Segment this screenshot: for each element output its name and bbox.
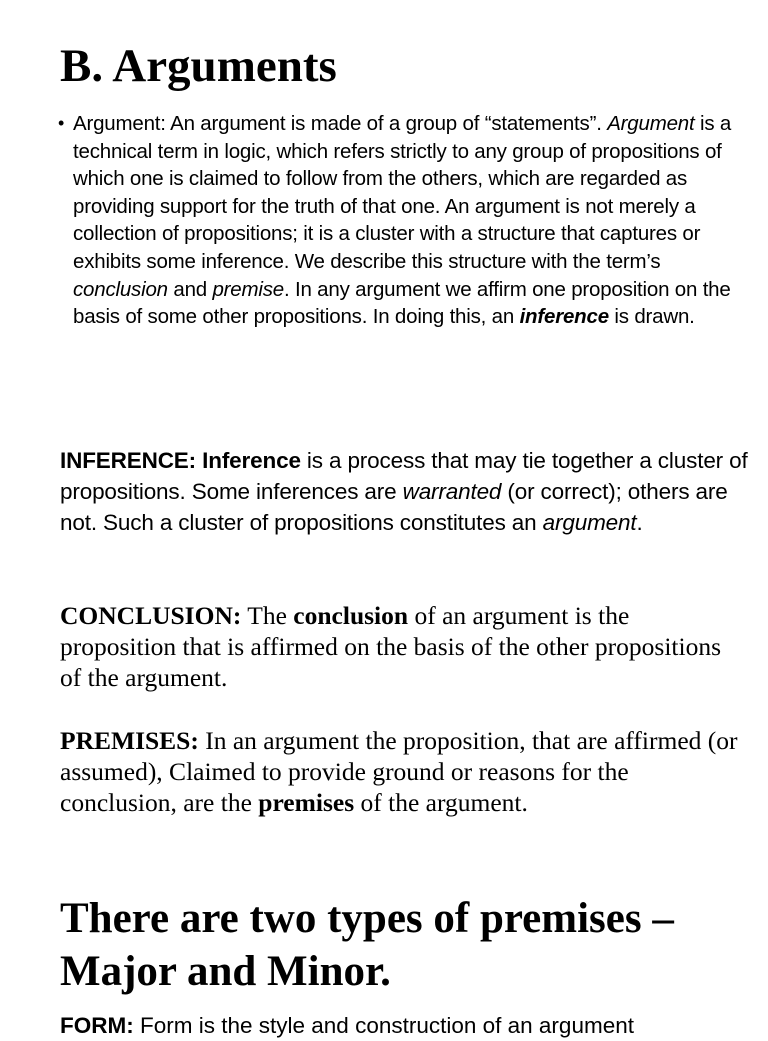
argument-text-1: is a technical term in logic, which refers strictly to any group of propositions of which one is claimed to follow from the others, which are regarded as providing support for the truth of that one. An argument is not merely a collection of propositions; it is a cluster with a structure that captures or exhibits some inference. We describe this structure with the term’s (73, 112, 732, 273)
premises-term: premises (258, 788, 355, 817)
term-argument: Argument (607, 112, 695, 135)
page-title: B. Arguments (60, 40, 337, 92)
argument-text-4: is drawn. (608, 305, 695, 329)
bullet-dot-icon: • (58, 113, 65, 133)
conclusion-definition (60, 600, 740, 693)
inference-text-3: . (636, 510, 643, 535)
inference-text-1: is a process that may tie together a cluster of propositions. Some inferences are (60, 448, 748, 504)
inference-text-2: (or correct); others are not. Such a cluster of propositions constitutes an (60, 479, 728, 535)
term-premise: premise (212, 277, 284, 301)
premises-definition (60, 725, 740, 818)
inference-label: INFERENCE: (60, 448, 197, 473)
term-argument-2: argument (542, 510, 637, 535)
argument-definition (73, 110, 738, 331)
conclusion-text-2: of an argument is the proposition that is affirmed on the basis of the other propositions of the argument. (60, 601, 722, 692)
argument-lead: Argument: An argument is made of a group of “statements”. (73, 112, 608, 135)
form-label: FORM: (60, 1013, 134, 1038)
argument-text-3: . In any argument we affirm one proposition on the basis of some other propositions. In doing this, an (73, 277, 731, 329)
conclusion-term: conclusion (293, 601, 409, 630)
premise-types-heading: There are two types of premises – Major and Minor. (60, 895, 674, 995)
premises-label: PREMISES: (60, 726, 199, 755)
term-inference: inference (519, 305, 609, 329)
conclusion-label: CONCLUSION: (60, 601, 242, 630)
inference-definition (60, 445, 750, 538)
premises-text-1: In an argument the proposition, that are affirmed (or assumed), Claimed to provide ground or reasons for the conclusion, are the (60, 726, 738, 817)
argument-bullet (58, 110, 738, 331)
argument-text-2: and (167, 277, 213, 301)
conclusion-text-1: The (241, 601, 294, 630)
form-definition (60, 1010, 768, 1041)
term-conclusion: conclusion (73, 277, 168, 301)
term-warranted: warranted (402, 479, 502, 504)
form-text: Form is the style and construction of an argument (133, 1013, 634, 1038)
inference-term: Inference (202, 448, 301, 473)
premises-text-2: of the argument. (354, 788, 528, 817)
